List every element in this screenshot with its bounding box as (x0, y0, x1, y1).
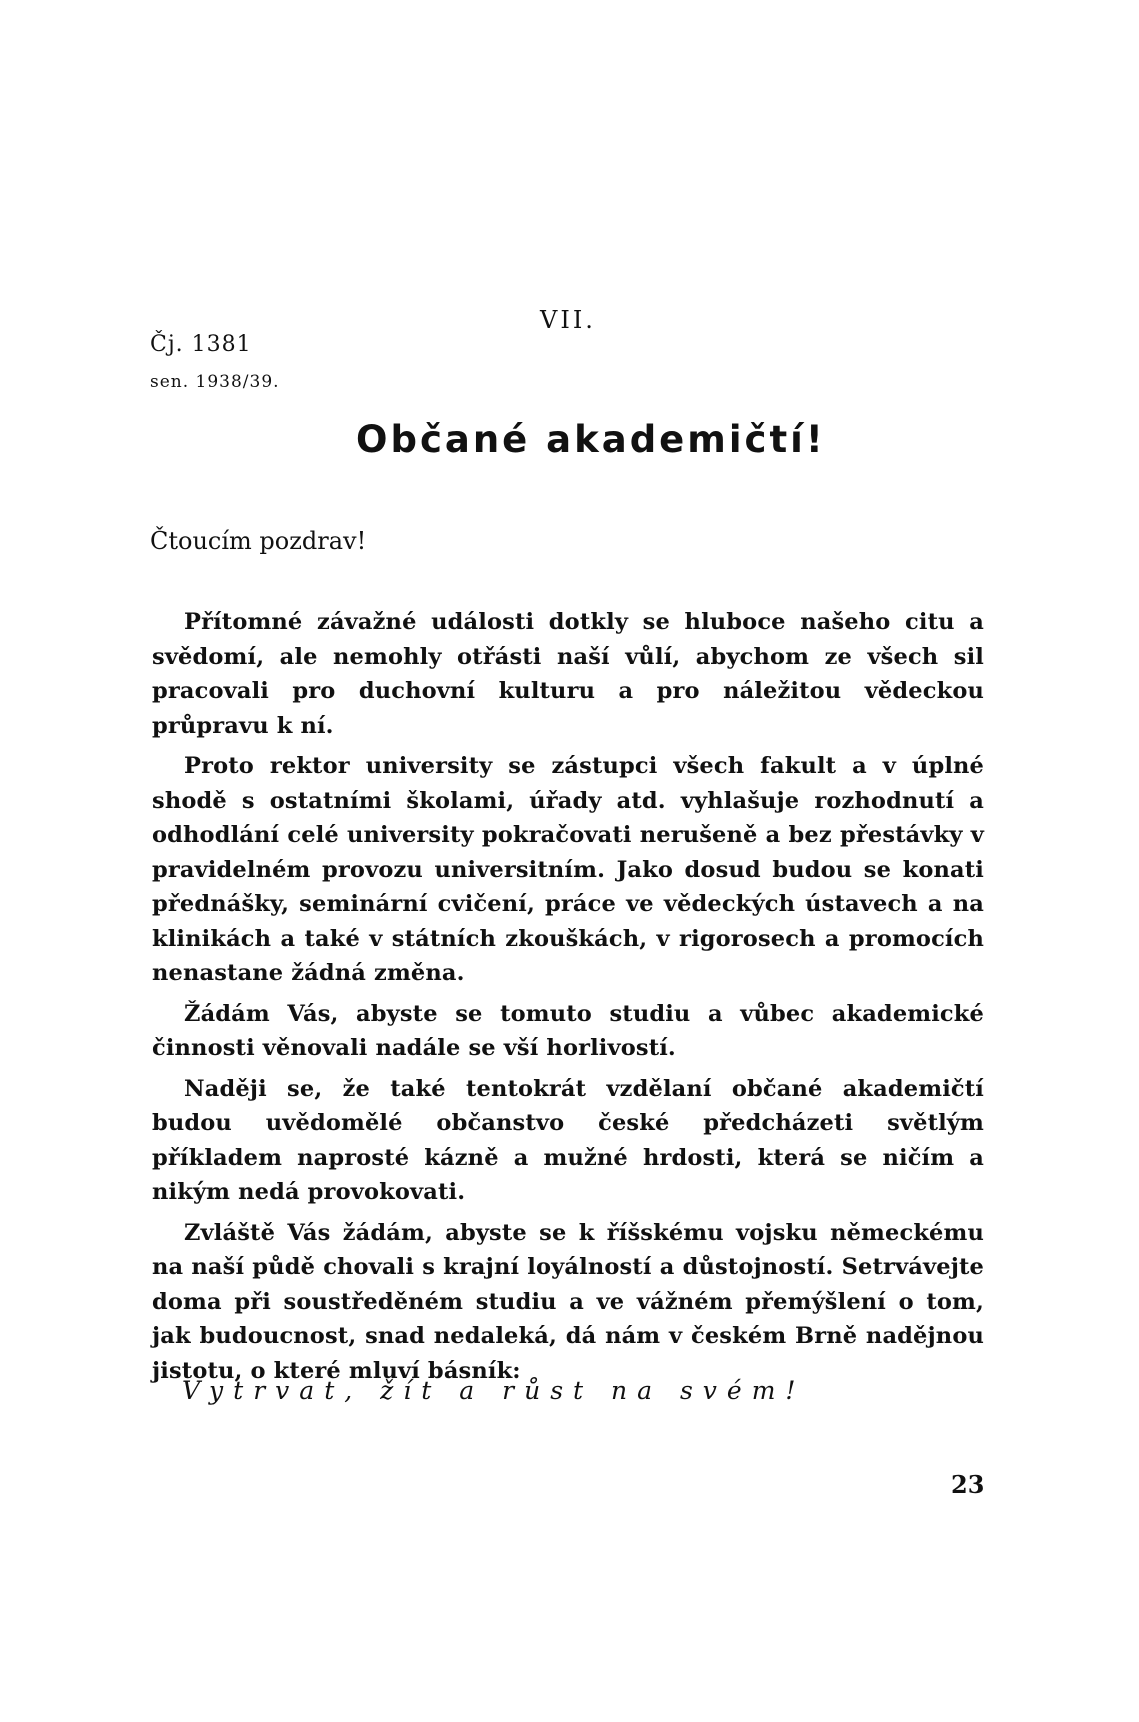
letter-body (152, 605, 984, 1394)
paragraph: Žádám Vás, abyste se tomuto studiu a vůbec akademické činnosti věnovali nadále se vší horlivostí. (152, 1000, 984, 1061)
paragraph: Zvláště Vás žádám, abyste se k říšskému vojsku německému na naší půdě chovali s krajní loyálností a důstojností. Setrvávejte doma při soustředěném studiu a ve vážném přemýšlení o tom, jak budoucnost, snad nedaleká, dá nám v českém Brně nadějnou jistotu, o které mluví básník: (152, 1219, 984, 1384)
page-number: 23 (951, 1470, 985, 1499)
reference-session: sen. 1938/39. (150, 372, 280, 392)
greeting: Čtoucím pozdrav! (150, 527, 367, 555)
closing-verse: Vytrvat, žít a růst na svém! (182, 1376, 806, 1405)
section-number: VII. (540, 306, 596, 334)
paragraph: Přítomné závažné události dotkly se hluboce našeho citu a svědomí, ale nemohly otřásti naší vůlí, abychom ze všech sil pracovali pro duchovní kulturu a pro náležitou vědeckou průpravu k ní. (152, 609, 984, 739)
reference-number: Čj. 1381 (150, 332, 252, 357)
page-heading: Občané akademičtí! (356, 418, 826, 461)
paragraph: Proto rektor university se zástupci všech fakult a v úplné shodě s ostatními školami, úřady atd. vyhlašuje rozhodnutí a odhodlání celé university pokračovati nerušeně a bez přestávky v pravidelném provozu universitním. Jako dosud budou se konati přednášky, seminární cvičení, práce ve vědeckých ústavech a na klinikách a také v státních zkouškách, v rigorosech a promocích nenastane žádná změna. (152, 753, 984, 986)
paragraph: Naději se, že také tentokrát vzdělaní občané akademičtí budou uvědomělé občanstvo české předcházeti světlým příkladem naprosté kázně a mužné hrdosti, která se ničím a nikým nedá provokovati. (152, 1075, 984, 1205)
